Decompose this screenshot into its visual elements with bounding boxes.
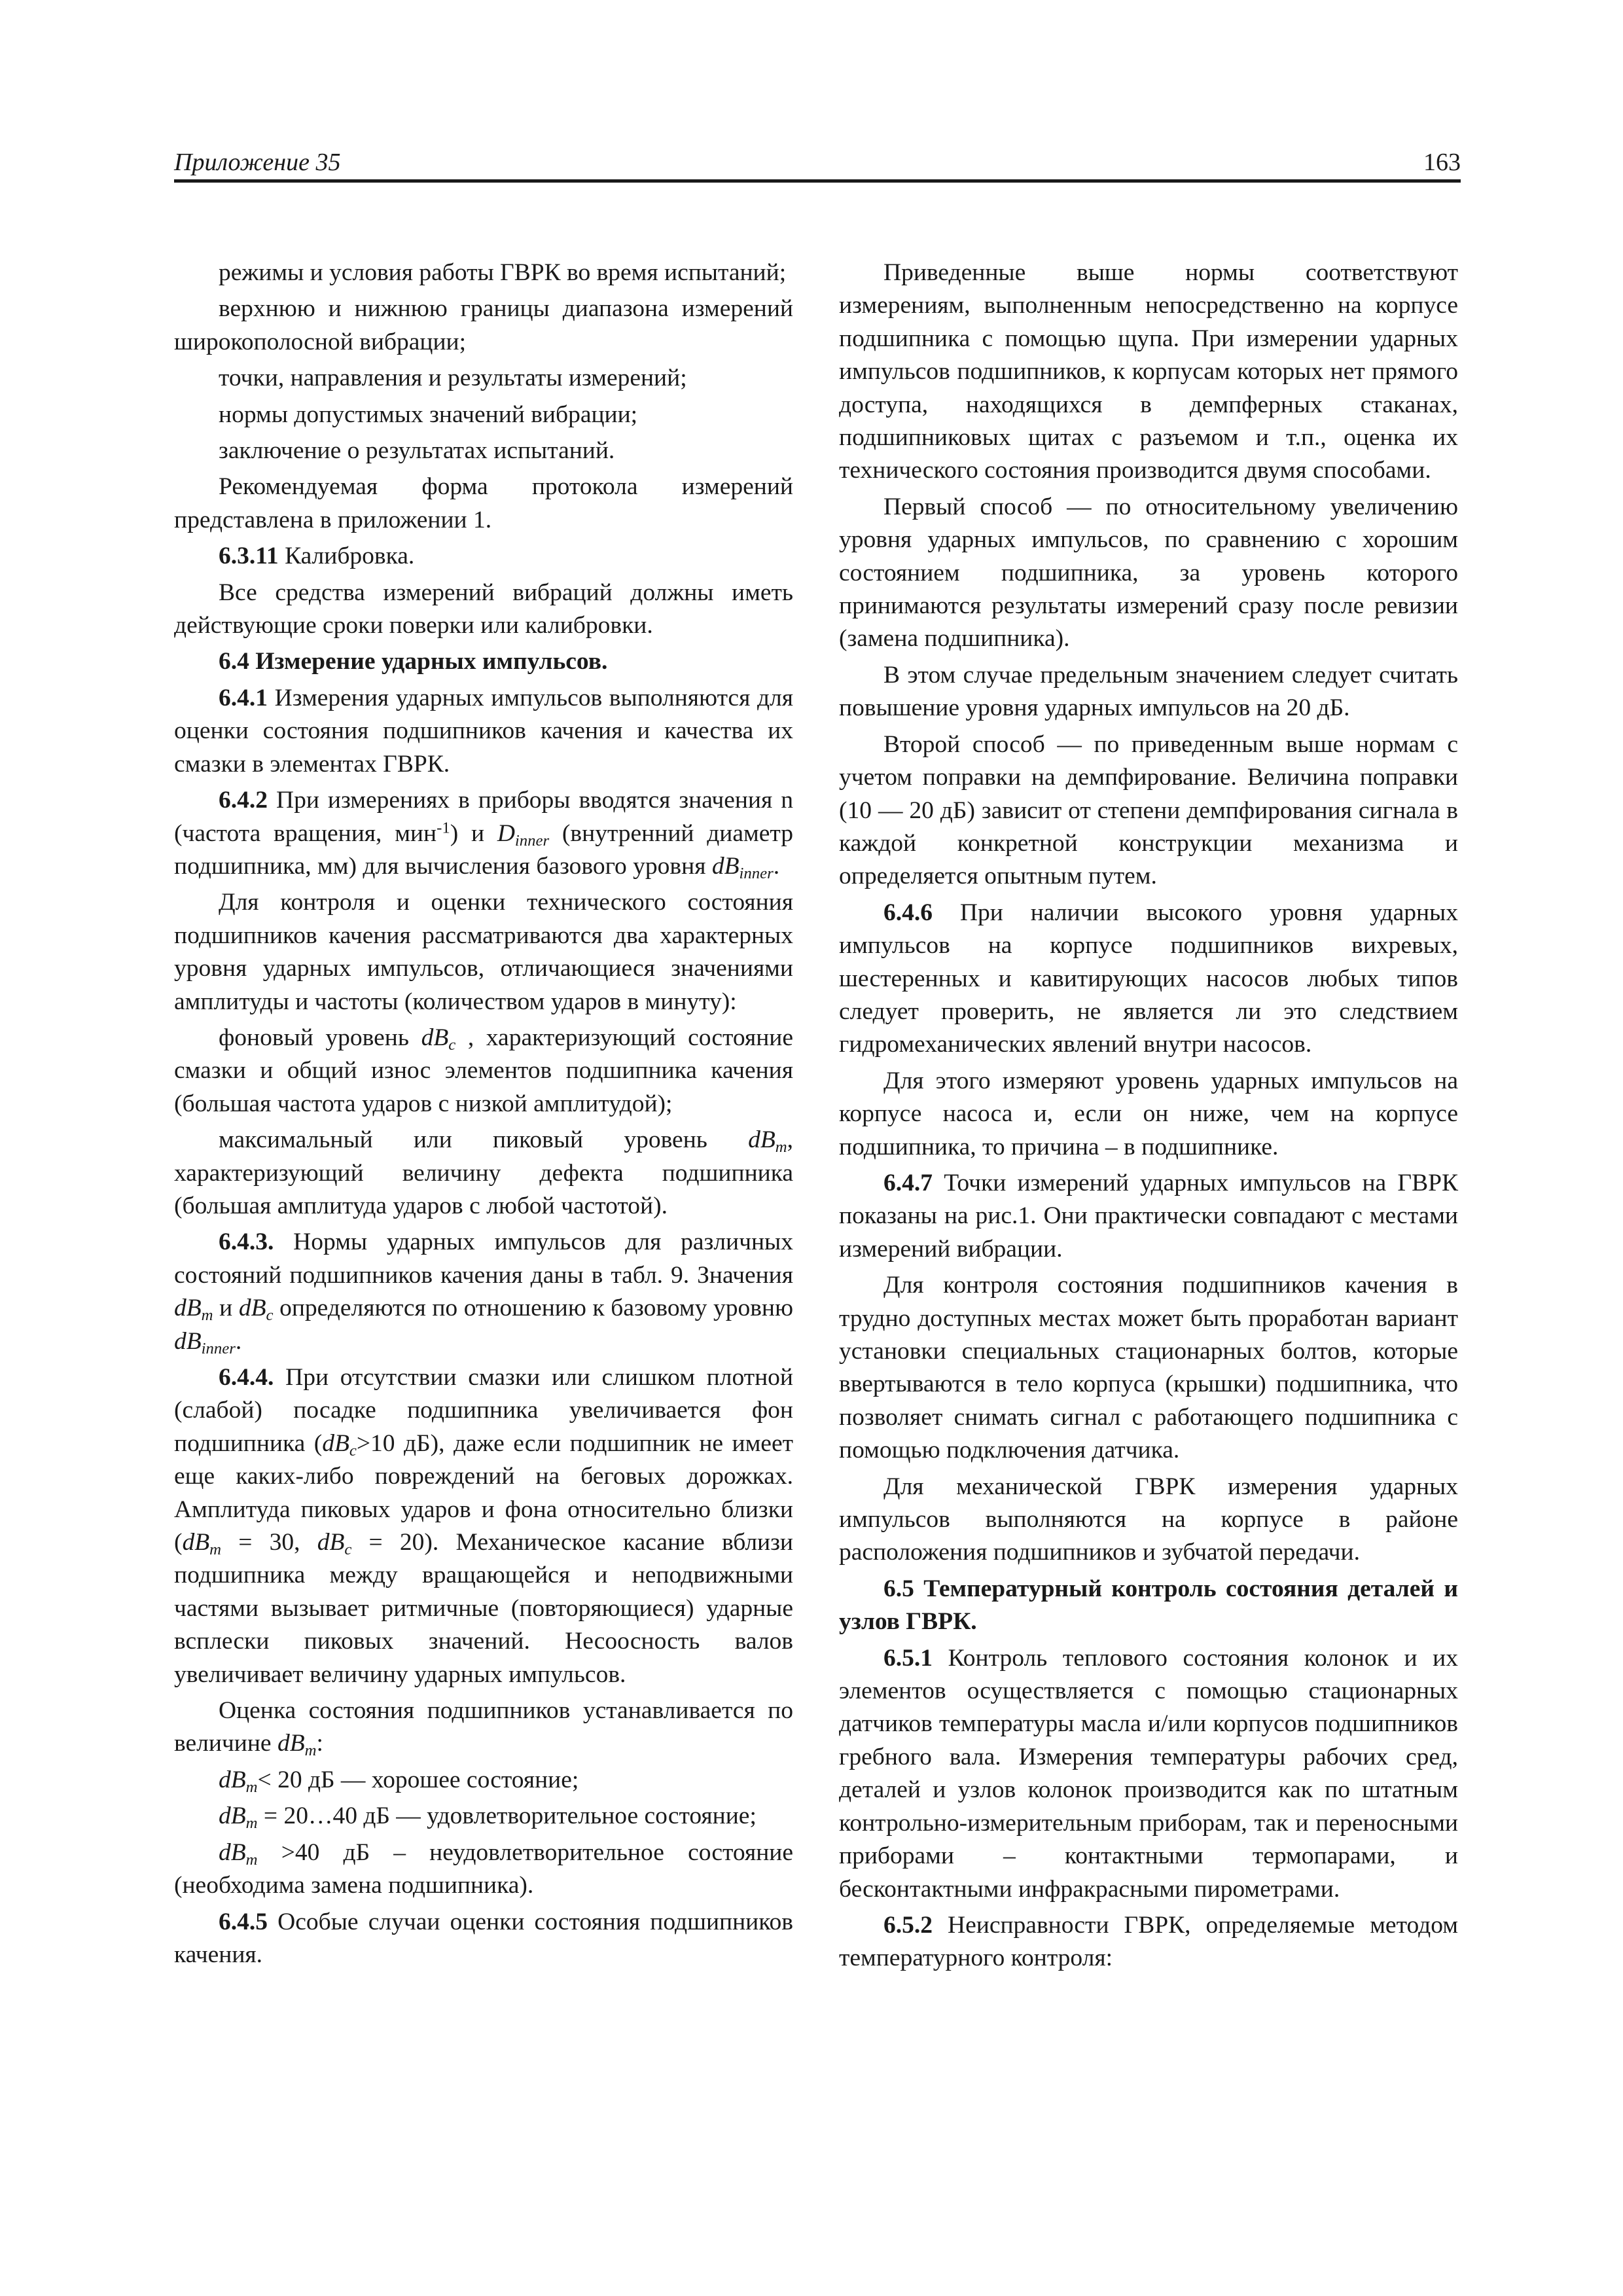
variable: D (497, 819, 515, 847)
paragraph: Приведенные выше нормы соответствуют измерениям, выполненным непосредственно на корпусе подшипника с помощью щупа. При измерении ударных импульсов подшипников, к корпусам которых нет прямого доступа, находящихся в демпферных стаканах, подшипниковых щитах с разъемом и т.п., оценка их технического состояния производится двумя способами. (839, 259, 1458, 484)
section-6-4-6 (839, 897, 1458, 1062)
section-6-3-11 (174, 540, 793, 573)
section-number: 6.5.2 (883, 1911, 933, 1939)
variable: dB (322, 1429, 349, 1457)
heading-text: 6.5 Температурный контроль состояния деталей и узлов ГВРК. (839, 1575, 1458, 1636)
section-number: 6.5.1 (883, 1644, 933, 1672)
variable: dB (219, 1839, 246, 1866)
subscript (515, 831, 549, 849)
paragraph: Для контроля состояния подшипников качения в трудно доступных местах может быть проработан вариант установки специальных стационарных болтов, которые ввертываются в тело корпуса (крышки) подшипника, что позволяет снимать сигнал с работающего подшипника с помощью подключения датчика. (839, 1272, 1458, 1464)
variable: dB (317, 1529, 345, 1556)
text-run: . (773, 852, 780, 880)
criterion-good (174, 1764, 793, 1797)
variable-sub: m (245, 1778, 258, 1796)
background-level (174, 1022, 793, 1121)
section-text: Точки измерений ударных импульсов на ГВРК показаны на рис.1. Они практически совпадают с местами измерений вибрации. (839, 1169, 1458, 1263)
paragraph: Для контроля и оценки технического состояния подшипников качения рассматриваются два характерных уровня ударных импульсов, отличающиеся значениями амплитуды и частоты (количеством ударов в минуту): (174, 889, 793, 1015)
variable-sub: c (344, 1540, 352, 1558)
section-6-4-5 (174, 1906, 793, 1972)
subscript (202, 1306, 213, 1324)
text-run: ) и (450, 819, 497, 847)
variable-sub: c (266, 1306, 274, 1325)
variable-sub: m (201, 1306, 213, 1325)
subscript (344, 1541, 351, 1558)
paragraph: Второй способ — по приведенным выше нормам с учетом поправки на демпфирование. Величина поправки (10 — 20 дБ) зависит от степени демпфирования сигнала в каждой конкретной конструкции механизма и определяется опытным путем. (839, 730, 1458, 890)
subscript (740, 865, 774, 882)
subscript (246, 1851, 258, 1869)
variable-sub: inner (201, 1339, 236, 1357)
text-run: При отсутствии смазки или слишком плотной (слабой) посадке подшипника увеличивается фон подшипника ( (174, 1364, 793, 1457)
criterion-unsatisfactory (174, 1837, 793, 1903)
text-run: . (235, 1327, 242, 1355)
text-run: : (316, 1730, 323, 1757)
section-heading (839, 1573, 1458, 1639)
list-item: нормы допустимых значений вибрации; (219, 401, 638, 428)
heading-text: 6.4 Измерение ударных импульсов. (219, 648, 608, 675)
section-6-5-1 (839, 1642, 1458, 1906)
section-number: 6.4.5 (219, 1908, 268, 1935)
variable: dB (711, 852, 740, 880)
text-run: Нормы ударных импульсов для различных состояний подшипников качения даны в табл. 9. Значения (174, 1229, 793, 1289)
page-number: 163 (1423, 149, 1461, 176)
paragraph: Для этого измеряют уровень ударных импульсов на корпусе насоса и, если он ниже, чем на корпусе подшипника, то причина – в подшипнике. (839, 1067, 1458, 1160)
section-text: Контроль теплового состояния колонок и их элементов осуществляется с помощью стационарных датчиков температуры масла и/или корпусов подшипников гребного вала. Измерения температуры рабочих сред, деталей и узлов колонок производится как по штатным контрольно-измерительным приборам, так и переносными приборами – контактными термопарами, и бесконтактными инфракрасными пирометрами. (839, 1644, 1458, 1903)
list-item: режимы и условия работы ГВРК во время испытаний; (219, 259, 787, 286)
subscript (349, 1442, 357, 1460)
section-number: 6.4.7 (883, 1169, 933, 1196)
paragraph: Все средства измерений вибраций должны иметь действующие сроки поверки или калибровки. (174, 579, 793, 639)
text-run: , характеризующий состояние смазки и общий износ элементов подшипника качения (большая частота ударов с низкой амплитудой); (174, 1024, 794, 1117)
text-run: максимальный или пиковый уровень (219, 1126, 749, 1154)
text-run: >10 дБ), даже если подшипник не имеет еще каких-либо повреждений на беговых дорожках. Амплитуда пиковых ударов и фона относительно близки ( (174, 1429, 793, 1556)
subscript (246, 1778, 258, 1796)
variable-sub: m (245, 1814, 258, 1833)
paragraph: Рекомендуемая форма протокола измерений представлена в приложении 1. (174, 473, 793, 533)
section-number: 6.4.4. (219, 1364, 274, 1391)
variable-sub: m (304, 1742, 317, 1760)
variable-sub: inner (514, 831, 550, 850)
subscript (246, 1814, 258, 1832)
variable: dB (174, 1295, 202, 1322)
section-number: 6.4.1 (219, 684, 268, 711)
criterion-satisfactory (174, 1800, 793, 1833)
variable-sub: m (775, 1138, 787, 1157)
text-run: (внутренний диаметр подшипника, мм) для вычисления базового уровня (174, 819, 793, 880)
section-6-5-2 (839, 1909, 1458, 1975)
variable-sub: c (349, 1441, 357, 1460)
section-text: При наличии высокого уровня ударных импульсов на корпусе подшипников вихревых, шестеренных и кавитирующих насосов любых типов следует проверить, не является ли это следствием гидромеханических явлений внутри насосов. (839, 899, 1458, 1058)
section-number: 6.4.3. (219, 1229, 274, 1256)
text-run: < 20 дБ — хорошее состояние; (257, 1766, 579, 1793)
page-header (174, 145, 1461, 179)
variable: dB (174, 1327, 202, 1355)
subscript (209, 1541, 221, 1558)
section-number: 6.4.2 (219, 787, 268, 814)
variable: dB (219, 1803, 246, 1830)
paragraph: Для механической ГВРК измерения ударных импульсов выполняются на корпусе в районе расположения подшипников и зубчатой передачи. (839, 1473, 1458, 1566)
paragraph: В этом случае предельным значением следует считать повышение уровня ударных импульсов на 20 дБ. (839, 661, 1458, 722)
text-run: определяются по отношению к базовому уровню (273, 1295, 793, 1322)
list-item: заключение о результатах испытаний. (219, 437, 615, 465)
subscript (266, 1306, 273, 1324)
variable: dB (238, 1295, 266, 1322)
variable: dB (182, 1529, 210, 1556)
section-6-4-2 (174, 784, 793, 883)
text-run: >40 дБ – неудовлетворительное состояние (необходима замена подшипника). (174, 1839, 793, 1899)
text-run: = 20…40 дБ — удовлетворительное состояние; (257, 1803, 757, 1830)
list-item: точки, направления и результаты измерений; (219, 365, 687, 392)
header-rule (174, 179, 1461, 183)
paragraph: Первый способ — по относительному увеличению уровня ударных импульсов, по сравнению с хорошим состоянием подшипника, за уровень которого принимаются результаты измерений сразу после ревизии (замена подшипника). (839, 493, 1458, 653)
variable: dB (748, 1126, 776, 1154)
text-run: , характеризующий величину дефекта подшипника (большая амплитуда ударов с любой частотой). (174, 1126, 793, 1219)
section-6-4-7 (839, 1167, 1458, 1266)
variable: dB (277, 1730, 305, 1757)
variable: dB (421, 1024, 449, 1051)
variable: dB (219, 1766, 246, 1793)
superscript: -1 (437, 819, 450, 837)
section-6-4-3 (174, 1226, 793, 1358)
list-item: верхнюю и нижнюю границы диапазона измерений широкополосной вибрации; (174, 295, 793, 355)
subscript (202, 1340, 236, 1357)
section-title: Калибровка. (278, 543, 415, 570)
subscript (448, 1036, 455, 1054)
section-number: 6.4.6 (883, 899, 933, 926)
section-number: 6.3.11 (219, 543, 279, 570)
subscript (776, 1138, 787, 1156)
section-text: Неисправности ГВРК, определяемые методом температурного контроля: (839, 1911, 1458, 1972)
peak-level (174, 1124, 793, 1223)
assessment (174, 1695, 793, 1761)
text-run: и (213, 1295, 239, 1322)
variable-sub: m (209, 1540, 222, 1558)
variable-sub: inner (739, 864, 774, 882)
left-column (174, 257, 793, 1971)
text-run: = 30, (221, 1529, 317, 1556)
text-run: При измерениях в приборы вводятся значения n (частота вращения, мин (174, 787, 793, 847)
running-title: Приложение 35 (174, 149, 341, 176)
section-6-4-4 (174, 1361, 793, 1691)
subscript (305, 1742, 317, 1759)
section-6-4-1 (174, 682, 793, 781)
text-run: Оценка состояния подшипников устанавливается по величине (174, 1697, 793, 1757)
right-column (839, 257, 1458, 1975)
text-run: фоновый уровень (219, 1024, 421, 1051)
text-run: = 20). Механическое касание вблизи подшипника между вращающейся и неподвижными частями вызывает ритмичные (повторяющиеся) ударные всплески пиковых значений. Несоосность валов увеличивает величину ударных импульсов. (174, 1529, 794, 1688)
section-text: Измерения ударных импульсов выполняются для оценки состояния подшипников качения и качества их смазки в элементах ГВРК. (174, 684, 793, 778)
section-heading (174, 645, 793, 678)
section-text: Особые случаи оценки состояния подшипников качения. (174, 1908, 793, 1968)
variable-sub: m (245, 1850, 258, 1869)
variable-sub: c (448, 1035, 456, 1054)
